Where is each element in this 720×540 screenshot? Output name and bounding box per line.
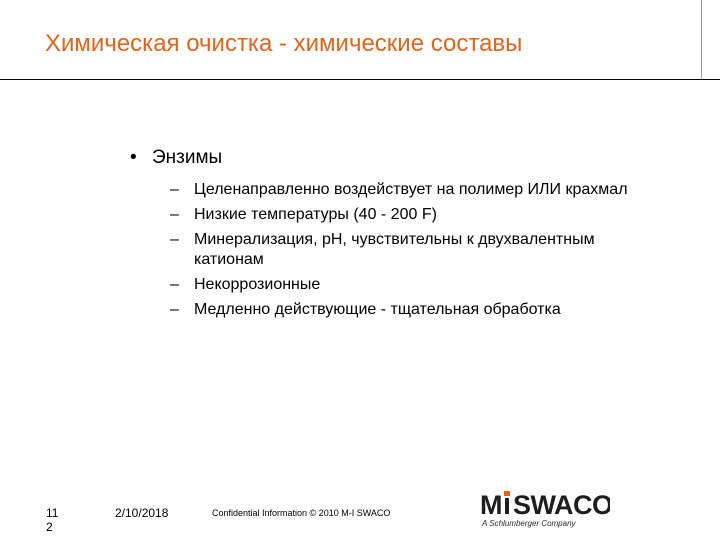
logo-accent-dot [504,491,510,496]
page-number-continued: 2 [46,520,53,534]
dash-marker: – [170,301,179,318]
title-divider [0,79,720,80]
dash-marker: – [170,276,179,293]
bullet-text: Энзимы [152,147,223,168]
sub-bullet-text: Некоррозионные [194,276,321,293]
logo-tagline: A Schlumberger Company [482,519,576,528]
footer-date: 2/10/2018 [115,506,169,520]
sub-bullet-text: Минерализация, pH, чувствительны к двухвалентным катионам [194,231,595,268]
bullet-item [130,145,670,171]
svg-text:SWACO: SWACO [513,490,610,520]
sub-bullet-text: Целенаправленно воздействует на полимер ИЛИ крахмал [194,181,628,198]
dash-marker: – [170,231,179,248]
miswaco-logo-graphic [480,488,610,520]
slide-title: Химическая очистка - химические составы [45,30,523,57]
sub-bullet-item [170,180,654,200]
header-vertical-line [701,0,702,79]
sub-bullet-text: Медленно действующие - тщательная обработка [194,301,561,318]
sub-bullet-item [170,275,654,295]
sub-bullet-list [130,180,670,320]
dash-marker: – [170,181,179,198]
sub-bullet-item [170,205,654,225]
sub-bullet-item [170,230,654,270]
dash-marker: – [170,206,179,223]
slide-content [130,145,670,325]
sub-bullet-text: Низкие температуры (40 - 200 F) [194,206,437,223]
svg-text:M: M [480,490,502,520]
bullet-marker: • [130,147,137,168]
miswaco-logo [480,488,610,533]
page-number: 11 [46,506,59,520]
confidential-notice: Confidential Information © 2010 M-I SWACO [212,508,391,518]
sub-bullet-item [170,300,654,320]
